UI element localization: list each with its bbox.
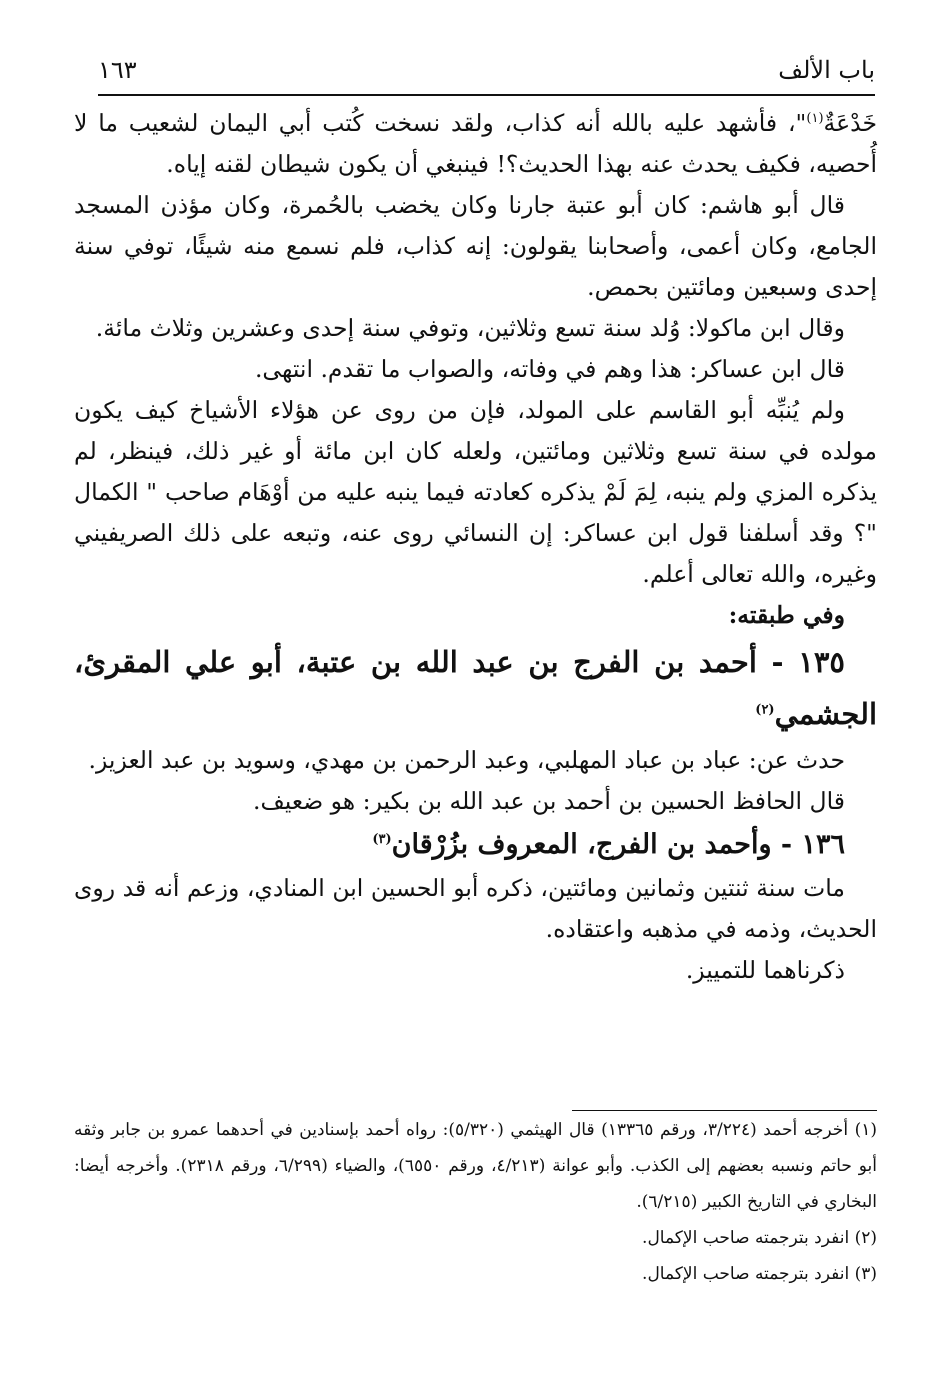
paragraph-ibn-makula: وقال ابن ماكولا: وُلد سنة تسع وثلاثين، وتوفي سنة إحدى وعشرين وثلاث مائة. bbox=[95, 314, 845, 342]
paragraph-text: "، فأشهد عليه بالله أنه كذاب، ولقد نسخت كُتب أبي اليمان لشعيب ما لا أُحصيه، فكيف يحدث عنه بهذا الحديث؟! فينبغي أن يكون شيطان لقنه إياه. bbox=[74, 109, 877, 178]
footnote-ref-2[interactable]: (٢) bbox=[755, 702, 775, 718]
footnote-ref-3[interactable]: (٣) bbox=[372, 832, 392, 847]
paragraph-ibn-asakir: قال ابن عساكر: هذا وهم في وفاته، والصواب ما تقدم. انتهى. bbox=[254, 355, 845, 383]
entry-heading-text: ١٣٦ - وأحمد بن الفرج، المعروف بزُرْقان bbox=[391, 829, 845, 860]
quoted-word: خَدْعَةٌ bbox=[823, 109, 877, 137]
entry-135-text-2: قال الحافظ الحسين بن أحمد بن عبد الله بن بكير: هو ضعيف. bbox=[253, 787, 845, 815]
page-number: ١٦٣ bbox=[98, 56, 137, 84]
paragraph-abu-hashim: قال أبو هاشم: كان أبو عتبة جارنا وكان يخضب بالحُمرة، وكان مؤذن المسجد الجامع، وكان أعمى، وأصحابنا يقولون: إنه كذاب، فلم نسمع منه شيئًا، توفي سنة إحدى وسبعين ومائتين بحمص. bbox=[74, 191, 877, 301]
footnote-2: (٢) انفرد بترجمته صاحب الإكمال. bbox=[642, 1228, 877, 1248]
footnote-ref-1[interactable]: (١) bbox=[806, 111, 824, 127]
footnote-3: (٣) انفرد بترجمته صاحب الإكمال. bbox=[642, 1264, 877, 1284]
entry-136-text-1: مات سنة ثنتين وثمانين ومائتين، ذكره أبو الحسين ابن المنادي، وزعم أنه قد روى الحديث، وذمه في مذهبه واعتقاده. bbox=[74, 874, 877, 943]
paragraph-abu-al-qasim: ولم يُنبِّه أبو القاسم على المولد، فإن من روى عن هؤلاء الأشياخ كيف يكون مولده في سنة تسع وثلاثين ومائتين، ولعله كان ابن مائة أو غير ذلك، فينظر، لم يذكره المزي ولم ينبه، لِمَ لَمْ يذكره كعادته فيما ينبه عليه من أوْهَام صاحب " الكمال "؟ وقد أسلفنا قول ابن عساكر: إن النسائي روى عنه، وتبعه على ذلك الصريفيني وغيره، والله تعالى أعلم. bbox=[74, 396, 877, 588]
main-text bbox=[74, 103, 877, 991]
entry-heading-135 bbox=[74, 636, 877, 740]
entry-135-text-1: حدث عن: عباد بن عباد المهلبي، وعبد الرحمن بن مهدي، وسويد بن عبد العزيز. bbox=[88, 746, 845, 774]
section-subheading: وفي طبقته: bbox=[728, 601, 845, 629]
entry-heading-text: ١٣٥ - أحمد بن الفرج بن عبد الله بن عتبة، أبو علي المقرئ، الجشمي bbox=[74, 645, 877, 731]
chapter-title: باب الألف bbox=[778, 56, 875, 84]
page-header bbox=[98, 52, 875, 96]
entry-136-text-2: ذكرناهما للتمييز. bbox=[685, 956, 845, 984]
footnotes bbox=[74, 1112, 877, 1292]
footnote-1: (١) أخرجه أحمد (٣/٢٢٤، ورقم ١٣٣٦٥) قال الهيثمي (٥/٣٢٠): رواه أحمد بإسنادين في أحدهما عمرو بن جابر وثقه أبو حاتم ونسبه بعضهم إلى الكذب. وأبو عوانة (٤/٢١٣، ورقم ٦٥٥٠)، والضياء (٦/٢٩٩، ورقم ٢٣١٨). وأخرجه أيضا: البخاري في التاريخ الكبير (٦/٢١٥). bbox=[74, 1120, 878, 1212]
footnote-divider bbox=[572, 1110, 877, 1111]
paragraph-continuation bbox=[74, 103, 877, 185]
entry-heading-136 bbox=[74, 822, 877, 868]
